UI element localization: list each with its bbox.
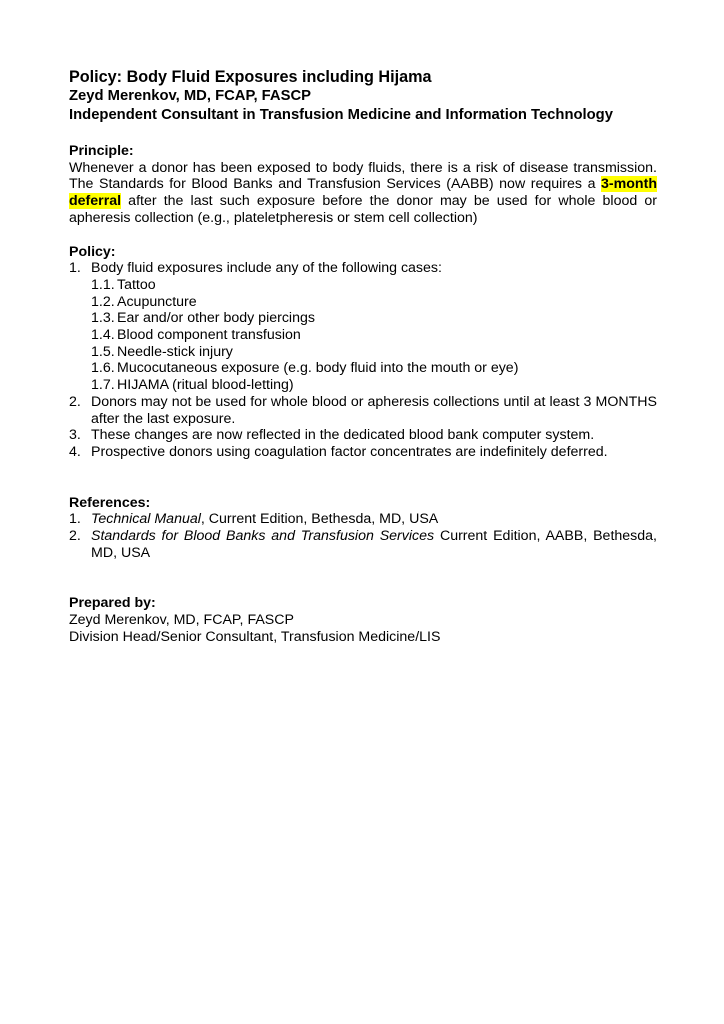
reference-text: [91, 511, 657, 528]
exposure-item-text: Needle-stick injury: [117, 343, 233, 360]
exposure-item-text: Blood component transfusion: [117, 327, 301, 344]
document-page: [69, 68, 657, 646]
policy-item-number: 2.: [69, 393, 81, 410]
exposure-item: [91, 294, 657, 311]
policy-item: [69, 394, 657, 427]
exposure-item-text: Acupuncture: [117, 293, 197, 310]
principle-heading: Principle:: [69, 143, 134, 159]
policy-item-number: 4.: [69, 443, 81, 460]
reference-title: Standards for Blood Banks and Transfusion Services: [91, 528, 435, 545]
exposure-item-text: Mucocutaneous exposure (e.g. body fluid into the mouth or eye): [117, 360, 519, 377]
exposure-item: [91, 327, 657, 344]
author-name: Zeyd Merenkov, MD, FCAP, FASCP: [69, 88, 312, 104]
reference-details: Current Edition, AABB, Bethesda, MD, USA: [91, 528, 657, 561]
principle-text-start: Whenever a donor has been exposed to body fluids, there is a risk of disease transmission. The Standards for Blood Banks and Transfusion Services (AABB) now requires a: [69, 159, 657, 193]
policy-item: [69, 427, 657, 444]
references-heading: References:: [69, 494, 151, 511]
exposure-item-number: 1.7.: [91, 377, 115, 394]
exposure-item-text: Ear and/or other body piercings: [117, 310, 315, 327]
exposure-item-text: Tattoo: [117, 276, 156, 293]
reference-text: [91, 528, 657, 561]
exposure-item-number: 1.4.: [91, 327, 115, 344]
exposure-list: [91, 277, 657, 394]
policy-item-text: Prospective donors using coagulation factor concentrates are indefinitely deferred.: [91, 443, 608, 460]
policy-item-text: These changes are now reflected in the dedicated blood bank computer system.: [91, 427, 595, 444]
prepared-by-heading: Prepared by:: [69, 595, 156, 612]
exposure-item: [91, 377, 657, 394]
exposure-item: [91, 277, 657, 294]
exposure-item: [91, 360, 657, 377]
policy-item: [69, 260, 657, 394]
policy-heading: Policy:: [69, 243, 116, 260]
reference-number: 2.: [69, 528, 81, 545]
reference-title: Technical Manual: [91, 511, 201, 528]
document-title: Policy: Body Fluid Exposures including Hijama: [69, 68, 432, 86]
reference-number: 1.: [69, 511, 81, 528]
exposure-item-text: HIJAMA (ritual blood-letting): [117, 377, 294, 394]
policy-item-number: 3.: [69, 427, 81, 444]
reference-item: [69, 528, 657, 561]
policy-list: [69, 260, 657, 460]
policy-item-number: 1.: [69, 260, 81, 277]
reference-details: , Current Edition, Bethesda, MD, USA: [200, 511, 439, 528]
preparer-name: Zeyd Merenkov, MD, FCAP, FASCP: [69, 612, 294, 629]
policy-item-text: Donors may not be used for whole blood or apheresis collections until at least 3 MONTHS after the last exposure.: [91, 393, 657, 427]
exposure-item-number: 1.5.: [91, 343, 115, 360]
exposure-item: [91, 310, 657, 327]
references-list: [69, 511, 657, 561]
policy-item: [69, 444, 657, 461]
exposure-item-number: 1.1.: [91, 276, 115, 293]
exposure-item-number: 1.3.: [91, 310, 115, 327]
principle-paragraph: [69, 160, 657, 227]
exposure-item-number: 1.2.: [91, 293, 115, 310]
exposure-item-number: 1.6.: [91, 360, 115, 377]
author-affiliation: Independent Consultant in Transfusion Medicine and Information Technology: [69, 106, 613, 123]
principle-text-end: after the last such exposure before the donor may be used for whole blood or apheresis collection (e.g., plateletpheresis or stem cell collection): [69, 193, 657, 226]
reference-item: [69, 511, 657, 528]
policy-item-text: Body fluid exposures include any of the following cases:: [91, 260, 442, 277]
preparer-position: Division Head/Senior Consultant, Transfusion Medicine/LIS: [69, 628, 441, 645]
highlighted-deferral: 3-month deferral: [69, 176, 657, 210]
exposure-item: [91, 344, 657, 361]
